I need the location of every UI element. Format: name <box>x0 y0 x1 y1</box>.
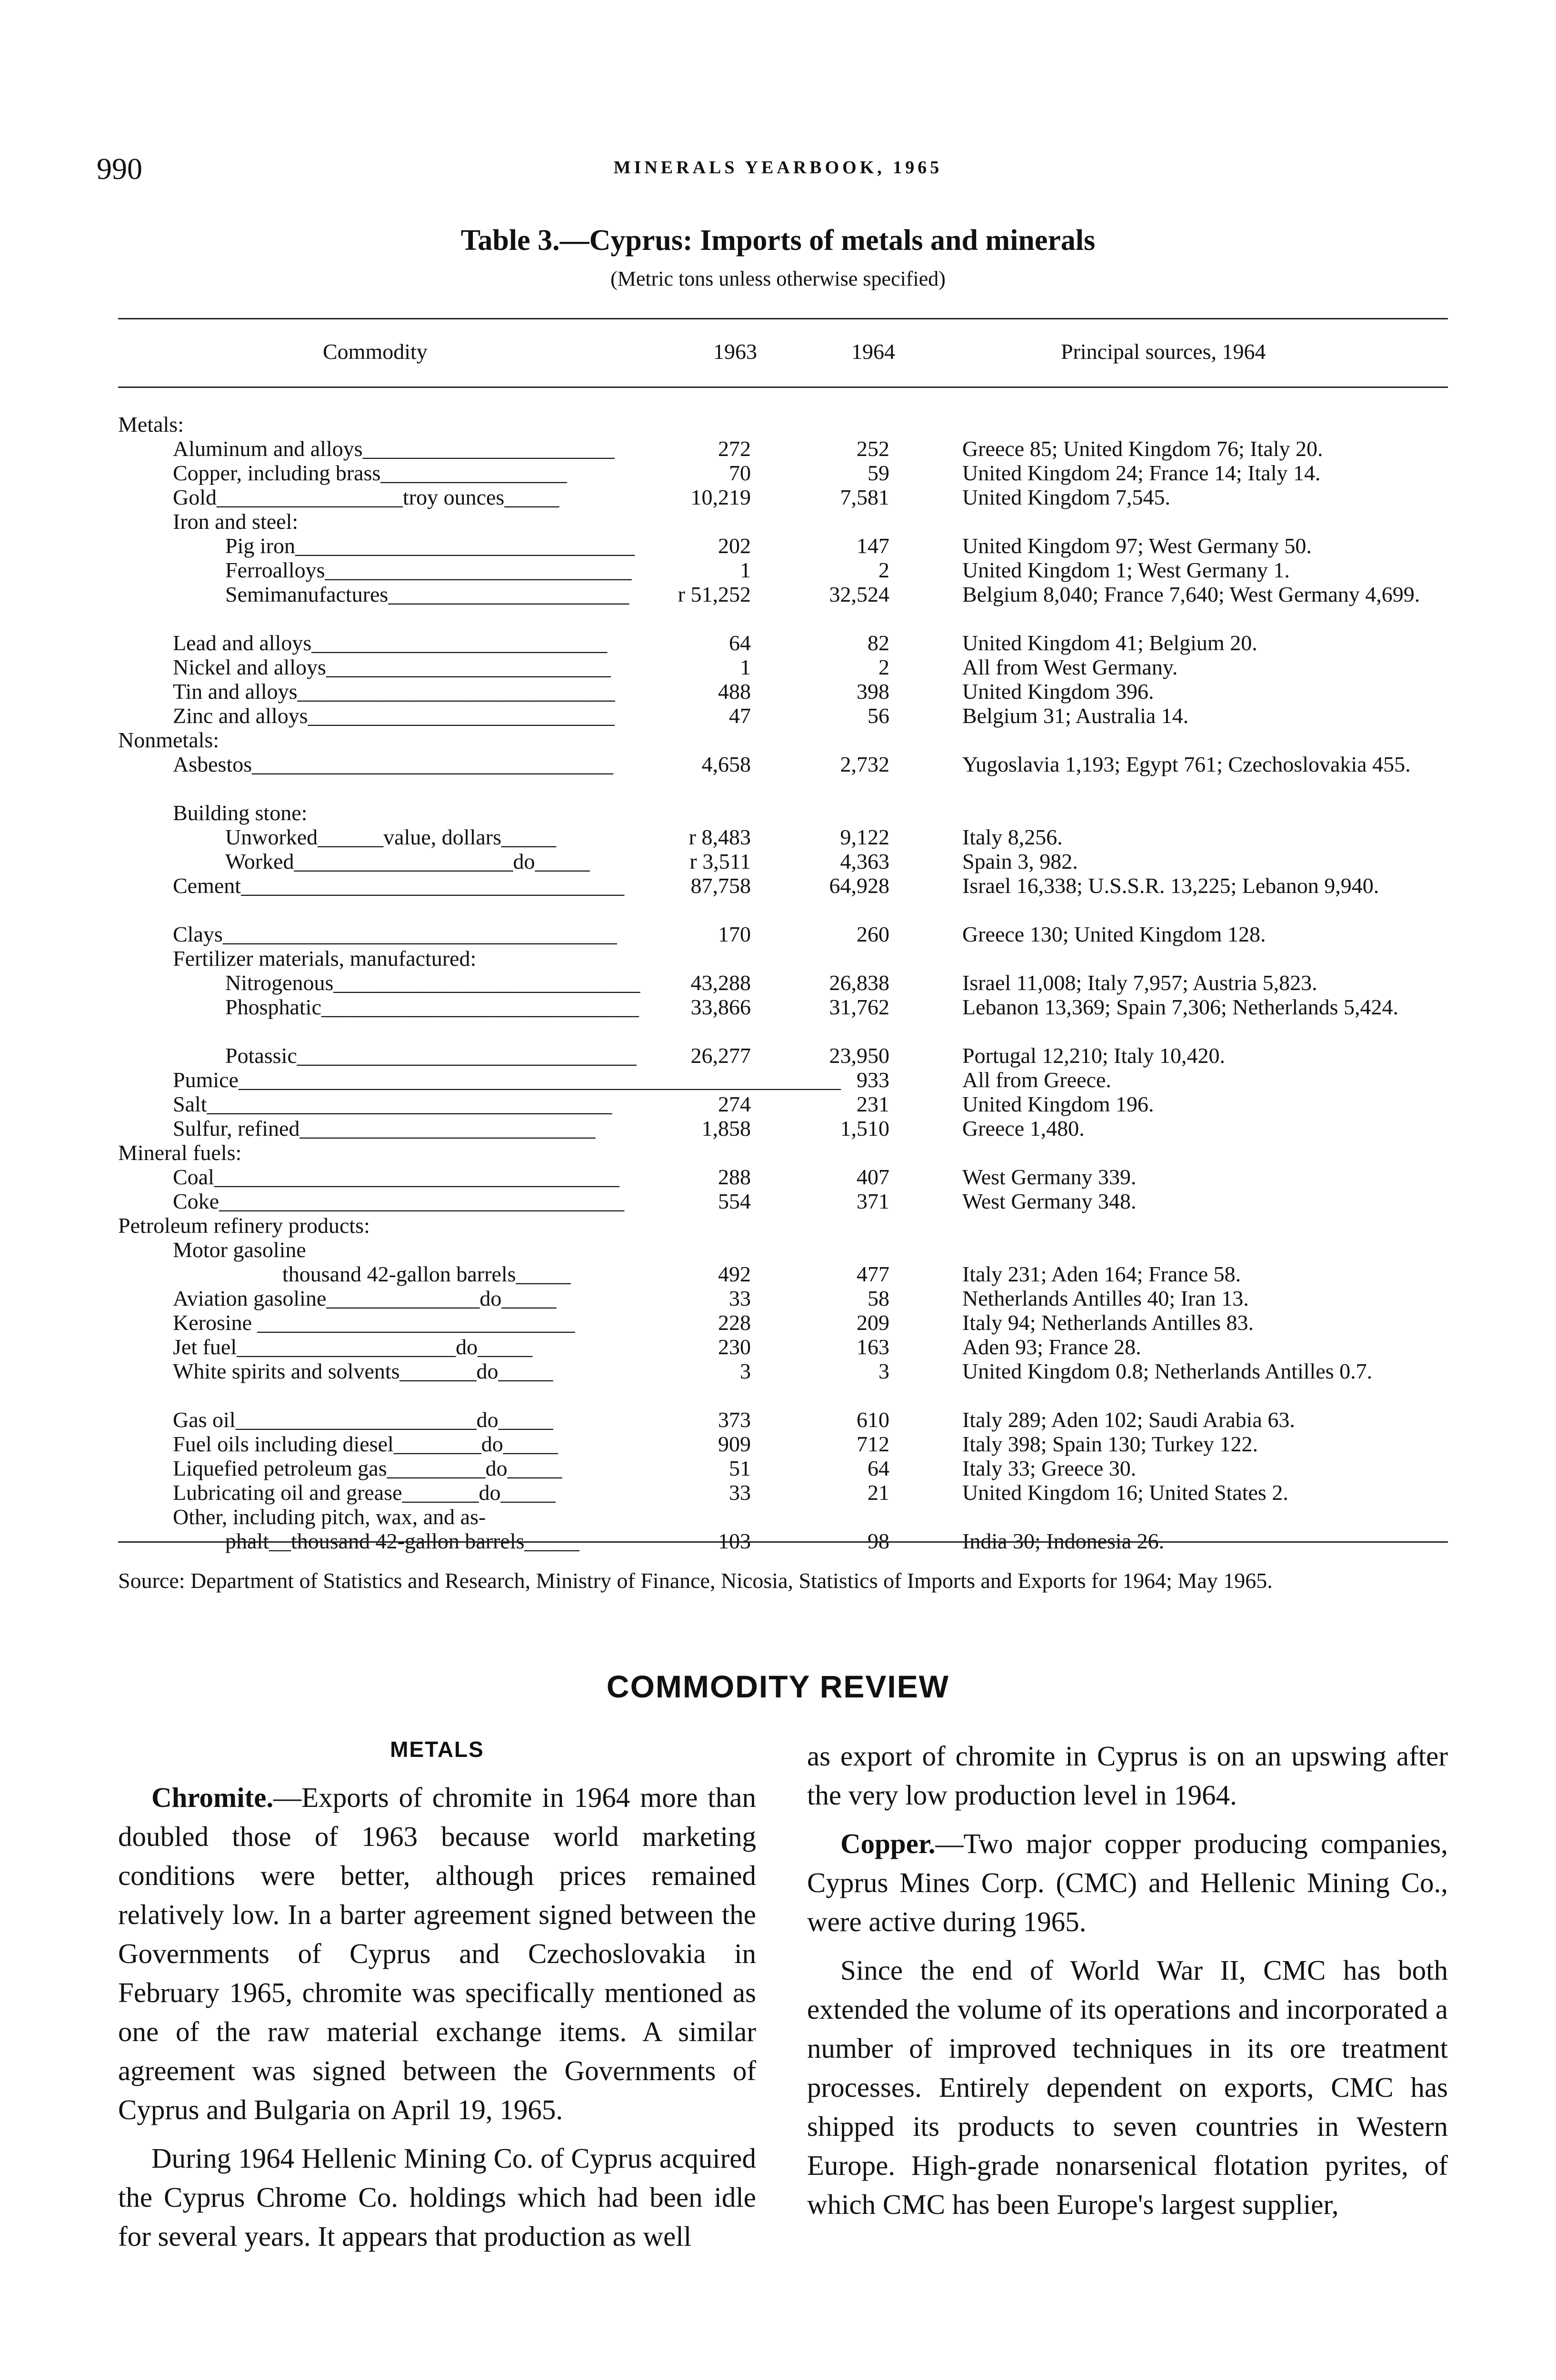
value-1964: 32,524 <box>829 582 889 606</box>
runin-heading-copper: Copper. <box>840 1828 936 1859</box>
table-bottom-rule <box>118 1541 1448 1543</box>
principal-sources: United Kingdom 396. <box>962 679 1154 704</box>
value-1964: 163 <box>857 1335 889 1359</box>
table-row <box>118 412 1448 436</box>
table-subtitle: (Metric tons unless otherwise specified) <box>610 267 946 290</box>
principal-sources: Israel 11,008; Italy 7,957; Austria 5,823. <box>962 971 1317 995</box>
principal-sources: Lebanon 13,369; Spain 7,306; Netherlands 5,424. <box>962 995 1399 1019</box>
table-row <box>118 1456 1448 1480</box>
value-1963: 26,277 <box>690 1043 751 1068</box>
row-label: thousand 42-gallon barrels_____ <box>282 1262 571 1286</box>
value-1964: 2 <box>878 655 889 679</box>
row-label: Tin and alloys_____________________________ <box>173 679 615 704</box>
row-label: Coke_____________________________________ <box>173 1189 625 1213</box>
principal-sources: Italy 231; Aden 164; France 58. <box>962 1262 1241 1286</box>
row-label: Kerosine _____________________________ <box>173 1310 575 1335</box>
table-row <box>118 1310 1448 1335</box>
table-row <box>118 1432 1448 1456</box>
table-header-rule <box>118 387 1448 388</box>
value-1964: 64,928 <box>829 873 889 898</box>
value-1964: 7,581 <box>840 485 889 509</box>
principal-sources: India 30; Indonesia 26. <box>962 1529 1165 1553</box>
value-1963: 272 <box>718 436 751 461</box>
principal-sources: All from West Germany. <box>962 655 1178 679</box>
principal-sources: Israel 16,338; U.S.S.R. 13,225; Lebanon 9,940. <box>962 873 1379 898</box>
principal-sources: Italy 8,256. <box>962 825 1063 849</box>
principal-sources: Belgium 8,040; France 7,640; West Germany 4,699. <box>962 582 1420 606</box>
paragraph-hellenic: During 1964 Hellenic Mining Co. of Cyprus acquired the Cyprus Chrome Co. holdings which had been idle for several years. It appears that production as well <box>118 2142 756 2252</box>
value-1963: 64 <box>729 631 751 655</box>
value-1964: 260 <box>857 922 889 946</box>
row-label: Worked____________________do_____ <box>225 849 590 873</box>
table-row <box>118 582 1448 631</box>
paragraph-chromite <box>118 1778 756 2129</box>
value-1963: 10,219 <box>690 485 751 509</box>
table-row <box>118 1262 1448 1286</box>
page-number: 990 <box>97 152 142 186</box>
principal-sources: United Kingdom 41; Belgium 20. <box>962 631 1257 655</box>
value-1963: 492 <box>718 1262 751 1286</box>
table-row <box>118 1408 1448 1432</box>
row-label: Fertilizer materials, manufactured: <box>173 946 477 971</box>
paragraph-copper <box>807 1824 1448 1941</box>
row-label: Fuel oils including diesel________do_____ <box>173 1432 558 1456</box>
value-1964: 31,762 <box>829 995 889 1019</box>
principal-sources: United Kingdom 16; United States 2. <box>962 1480 1288 1505</box>
principal-sources: United Kingdom 7,545. <box>962 485 1170 509</box>
text-column-left <box>118 1778 756 2265</box>
column-header-sources: Principal sources, 1964 <box>1061 339 1266 364</box>
row-label: Lubricating oil and grease_______do_____ <box>173 1480 556 1505</box>
row-label: Cement___________________________________ <box>173 873 625 898</box>
principal-sources: United Kingdom 24; France 14; Italy 14. <box>962 461 1321 485</box>
value-1963: 4,658 <box>701 752 751 776</box>
principal-sources: Italy 289; Aden 102; Saudi Arabia 63. <box>962 1408 1295 1432</box>
principal-sources: Belgium 31; Australia 14. <box>962 704 1189 728</box>
value-1963: 230 <box>718 1335 751 1359</box>
table-row <box>118 728 1448 752</box>
value-1964: 209 <box>857 1310 889 1335</box>
value-1963: 274 <box>718 1092 751 1116</box>
running-head: MINERALS YEARBOOK, 1965 <box>613 158 943 178</box>
table-row <box>118 873 1448 922</box>
table-row <box>118 534 1448 558</box>
value-1964: 21 <box>868 1480 889 1505</box>
row-label: Phosphatic_____________________________ <box>225 995 639 1019</box>
principal-sources: United Kingdom 97; West Germany 50. <box>962 534 1312 558</box>
table-row <box>118 946 1448 971</box>
table-row <box>118 1480 1448 1505</box>
value-1963: 43,288 <box>690 971 751 995</box>
table-title: Table 3.—Cyprus: Imports of metals and minerals <box>460 224 1096 257</box>
value-1964: 58 <box>868 1286 889 1310</box>
row-label: Motor gasoline <box>173 1238 306 1262</box>
value-1963: 488 <box>718 679 751 704</box>
row-label: Nickel and alloys__________________________ <box>173 655 611 679</box>
runin-heading-chromite: Chromite. <box>151 1782 274 1813</box>
section-heading: COMMODITY REVIEW <box>606 1669 950 1704</box>
table-source-note: Source: Department of Statistics and Research, Ministry of Finance, Nicosia, Statistics of Imports and Exports for 1964; May 1965. <box>118 1568 1273 1593</box>
row-label: Nonmetals: <box>118 728 219 752</box>
value-1964: 933 <box>857 1068 889 1092</box>
row-label: phalt__thousand 42-gallon barrels_____ <box>225 1529 579 1553</box>
principal-sources: United Kingdom 0.8; Netherlands Antilles 0.7. <box>962 1359 1373 1383</box>
value-1963: 1,858 <box>701 1116 751 1140</box>
row-label: Gas oil______________________do_____ <box>173 1408 553 1432</box>
value-1963: 87,758 <box>690 873 751 898</box>
value-1964: 9,122 <box>840 825 889 849</box>
principal-sources: Netherlands Antilles 40; Iran 13. <box>962 1286 1249 1310</box>
principal-sources: West Germany 339. <box>962 1165 1137 1189</box>
table-row <box>118 752 1448 801</box>
value-1964: 712 <box>857 1432 889 1456</box>
table-row <box>118 1213 1448 1238</box>
table-column-headers <box>118 339 1448 367</box>
principal-sources: Italy 398; Spain 130; Turkey 122. <box>962 1432 1258 1456</box>
table-row <box>118 801 1448 825</box>
value-1964: 23,950 <box>829 1043 889 1068</box>
value-1963: 202 <box>718 534 751 558</box>
row-label: Lead and alloys___________________________ <box>173 631 608 655</box>
table-row <box>118 825 1448 849</box>
row-label: Clays____________________________________ <box>173 922 617 946</box>
row-label: Pumice_______________________________________________________ <box>173 1068 841 1092</box>
value-1964: 252 <box>857 436 889 461</box>
value-1963: 103 <box>718 1529 751 1553</box>
table-row <box>118 849 1448 873</box>
principal-sources: Aden 93; France 28. <box>962 1335 1141 1359</box>
principal-sources: Greece 85; United Kingdom 76; Italy 20. <box>962 436 1323 461</box>
row-label: Iron and steel: <box>173 509 299 534</box>
value-1963: 554 <box>718 1189 751 1213</box>
value-1963: 33 <box>729 1286 751 1310</box>
table-row <box>118 655 1448 679</box>
row-label: Nitrogenous____________________________ <box>225 971 640 995</box>
table-row <box>118 1238 1448 1262</box>
value-1963: 3 <box>740 1359 751 1383</box>
row-label: Potassic_______________________________ <box>225 1043 637 1068</box>
principal-sources: Italy 94; Netherlands Antilles 83. <box>962 1310 1254 1335</box>
value-1963: 909 <box>718 1432 751 1456</box>
principal-sources: West Germany 348. <box>962 1189 1137 1213</box>
principal-sources: Greece 1,480. <box>962 1116 1085 1140</box>
paragraph-cmc: Since the end of World War II, CMC has both extended the volume of its operations and incorporated a number of improved techniques in its ore treatment processes. Entirely dependent on exports, CMC has shipped its products to seven countries in Western Europe. High-grade nonarsenical flotation pyrites, of which CMC has been Europe's largest supplier, <box>807 1954 1448 2220</box>
value-1964: 398 <box>857 679 889 704</box>
table-row <box>118 1286 1448 1310</box>
value-1964: 371 <box>857 1189 889 1213</box>
value-1964: 59 <box>868 461 889 485</box>
subsection-heading: METALS <box>390 1737 484 1762</box>
table-row <box>118 1165 1448 1189</box>
row-label: Salt_____________________________________ <box>173 1092 612 1116</box>
row-label: Building stone: <box>173 801 308 825</box>
table-row <box>118 995 1448 1043</box>
value-1963: 33,866 <box>690 995 751 1019</box>
row-label: Pig iron_______________________________ <box>225 534 635 558</box>
row-label: Copper, including brass_________________ <box>173 461 567 485</box>
value-1963: r 3,511 <box>689 849 751 873</box>
principal-sources: Yugoslavia 1,193; Egypt 761; Czechoslovakia 455. <box>962 752 1411 776</box>
value-1964: 64 <box>868 1456 889 1480</box>
principal-sources: All from Greece. <box>962 1068 1111 1092</box>
row-label: Asbestos_________________________________ <box>173 752 614 776</box>
row-label: Other, including pitch, wax, and as- <box>173 1505 486 1529</box>
row-label: Semimanufactures______________________ <box>225 582 629 606</box>
value-1963: 170 <box>718 922 751 946</box>
value-1963: r 51,252 <box>678 582 751 606</box>
principal-sources: Greece 130; United Kingdom 128. <box>962 922 1266 946</box>
table-row <box>118 1335 1448 1359</box>
table-row <box>118 679 1448 704</box>
row-label: Mineral fuels: <box>118 1140 242 1165</box>
table-row <box>118 631 1448 655</box>
paragraph-text: —Exports of chromite in 1964 more than doubled those of 1963 because world marketing conditions were better, although prices remained relatively low. In a barter agreement signed between the Governments of Cyprus and Czechoslovakia in February 1965, chromite was specifically mentioned as one of the raw material exchange items. A similar agreement was signed between the Governments of Cyprus and Bulgaria on April 19, 1965. <box>118 1782 756 2125</box>
column-header-commodity: Commodity <box>323 339 428 364</box>
paragraph-continuation: as export of chromite in Cyprus is on an upswing after the very low production level in 1964. <box>807 1740 1448 1811</box>
value-1964: 56 <box>868 704 889 728</box>
value-1964: 2 <box>878 558 889 582</box>
value-1963: 51 <box>729 1456 751 1480</box>
row-label: Ferroalloys____________________________ <box>225 558 632 582</box>
value-1964: 82 <box>868 631 889 655</box>
value-1963: 373 <box>718 1408 751 1432</box>
row-label: Coal_____________________________________ <box>173 1165 619 1189</box>
row-label: Metals: <box>118 412 184 436</box>
table-row <box>118 922 1448 946</box>
table-row <box>118 558 1448 582</box>
table-row <box>118 704 1448 728</box>
row-label: Jet fuel____________________do_____ <box>173 1335 533 1359</box>
value-1963: 1 <box>740 655 751 679</box>
row-label: Zinc and alloys____________________________ <box>173 704 615 728</box>
text-column-right <box>807 1736 1448 2233</box>
table-row <box>118 1116 1448 1140</box>
table-row <box>118 1068 1448 1092</box>
column-header-1963: 1963 <box>713 339 757 364</box>
row-label: White spirits and solvents_______do_____ <box>173 1359 553 1383</box>
value-1963: 47 <box>729 704 751 728</box>
table-row <box>118 1043 1448 1068</box>
value-1963: 228 <box>718 1310 751 1335</box>
row-label: Aluminum and alloys_______________________ <box>173 436 615 461</box>
value-1964: 477 <box>857 1262 889 1286</box>
value-1963: 70 <box>729 461 751 485</box>
principal-sources: Italy 33; Greece 30. <box>962 1456 1137 1480</box>
value-1964: 4,363 <box>840 849 889 873</box>
table-body <box>118 412 1448 1553</box>
value-1963: 33 <box>729 1480 751 1505</box>
value-1964: 407 <box>857 1165 889 1189</box>
value-1963: 1 <box>740 558 751 582</box>
table-row <box>118 436 1448 461</box>
value-1964: 26,838 <box>829 971 889 995</box>
table-row <box>118 1092 1448 1116</box>
row-label: Sulfur, refined___________________________ <box>173 1116 596 1140</box>
table-row <box>118 1140 1448 1165</box>
value-1964: 2,732 <box>840 752 889 776</box>
value-1964: 1,510 <box>840 1116 889 1140</box>
value-1964: 3 <box>878 1359 889 1383</box>
table-row <box>118 971 1448 995</box>
row-label: Petroleum refinery products: <box>118 1213 370 1238</box>
row-label: Unworked______value, dollars_____ <box>225 825 556 849</box>
row-label: Gold_________________troy ounces_____ <box>173 485 559 509</box>
table-top-rule <box>118 318 1448 319</box>
value-1963: 288 <box>718 1165 751 1189</box>
column-header-1964: 1964 <box>851 339 895 364</box>
table-row <box>118 1359 1448 1408</box>
table-row <box>118 485 1448 509</box>
table-row <box>118 1505 1448 1529</box>
principal-sources: United Kingdom 196. <box>962 1092 1154 1116</box>
principal-sources: Spain 3, 982. <box>962 849 1078 873</box>
paragraph-text: —Two major copper producing companies, Cyprus Mines Corp. (CMC) and Hellenic Mining Co., were active during 1965. <box>807 1828 1448 1937</box>
principal-sources: Portugal 12,210; Italy 10,420. <box>962 1043 1225 1068</box>
table-row <box>118 461 1448 485</box>
value-1964: 610 <box>857 1408 889 1432</box>
principal-sources: United Kingdom 1; West Germany 1. <box>962 558 1290 582</box>
value-1964: 147 <box>857 534 889 558</box>
value-1963: r 8,483 <box>688 825 751 849</box>
table-row <box>118 1189 1448 1213</box>
row-label: Liquefied petroleum gas_________do_____ <box>173 1456 562 1480</box>
row-label: Aviation gasoline______________do_____ <box>173 1286 557 1310</box>
table-row <box>118 509 1448 534</box>
value-1964: 98 <box>868 1529 889 1553</box>
value-1964: 231 <box>857 1092 889 1116</box>
